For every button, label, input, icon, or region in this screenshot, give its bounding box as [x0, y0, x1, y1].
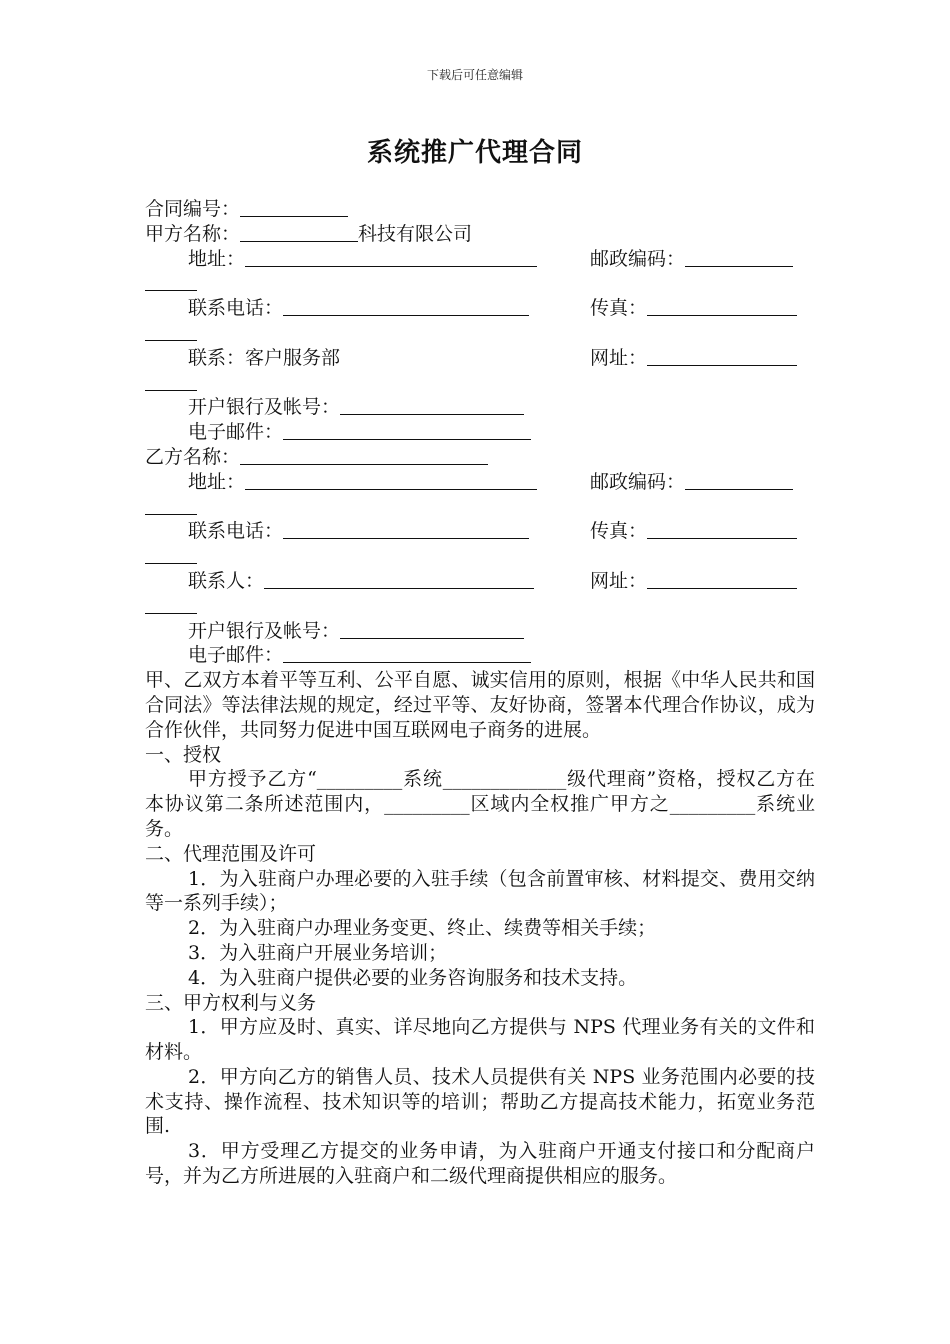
party-b-email-line	[145, 643, 815, 668]
section-1-title: 一、授权	[145, 743, 222, 766]
party-b-phone-line	[145, 519, 815, 544]
party-a-bank-line	[145, 395, 815, 420]
section-3-item: 3．甲方受理乙方提交的业务申请，为入驻商户开通支付接口和分配商户号，并为乙方所进展的入驻商户和二级代理商提供相应的服务。	[145, 1140, 815, 1188]
party-a-name-blank[interactable]	[240, 223, 358, 242]
party-a-fax-blank-cont[interactable]	[145, 322, 197, 341]
party-b-website-blank-cont[interactable]	[145, 595, 197, 614]
party-a-name-label: 甲方名称：	[145, 222, 241, 245]
party-a-fax-field	[590, 296, 797, 321]
party-a-email-line	[145, 420, 815, 445]
party-b-fax-cont	[145, 544, 815, 569]
party-a-contact-label: 联系：	[188, 346, 246, 369]
party-b-name-blank[interactable]	[240, 446, 488, 465]
party-b-postcode-cont	[145, 495, 815, 520]
section-3-item: 2．甲方向乙方的销售人员、技术人员提供有关 NPS 业务范围内必要的技术支持、操作流程、技术知识等的培训；帮助乙方提高技术能力，拓宽业务范围.	[145, 1065, 815, 1138]
party-a-email-label: 电子邮件：	[188, 421, 284, 444]
party-b-name-line	[145, 445, 815, 470]
party-a-phone-blank[interactable]	[283, 297, 529, 316]
party-a-website-cont	[145, 371, 815, 396]
party-b-email-label: 电子邮件：	[188, 644, 284, 667]
party-b-website-label: 网址：	[590, 569, 648, 592]
section-2-item: 3．为入驻商户开展业务培训；	[188, 941, 448, 964]
party-b-email-blank[interactable]	[283, 644, 531, 663]
party-a-postcode-field	[590, 247, 793, 272]
party-b-fax-blank[interactable]	[647, 520, 797, 539]
intro-paragraph: 甲、乙双方本着平等互利、公平自愿、诚实信用的原则，根据《中华人民共和国合同法》等法律法规的规定，经过平等、友好协商，签署本代理合作协议，成为合作伙伴，共同努力促进中国互联网电子商务的进展。	[145, 669, 815, 741]
party-a-postcode-cont	[145, 271, 815, 296]
section-3-title: 三、甲方权利与义务	[145, 991, 317, 1014]
party-b-phone-label: 联系电话：	[188, 520, 284, 543]
party-b-bank-line	[145, 619, 815, 644]
party-a-name-line	[145, 222, 815, 247]
party-b-fax-blank-cont[interactable]	[145, 545, 197, 564]
party-b-website-field	[590, 569, 797, 594]
party-b-fax-label: 传真：	[590, 520, 648, 543]
contract-no-label: 合同编号：	[145, 198, 241, 220]
party-b-postcode-blank[interactable]	[685, 471, 793, 490]
party-b-website-blank[interactable]	[647, 570, 797, 589]
party-b-phone-blank[interactable]	[283, 520, 529, 539]
contract-body	[145, 197, 815, 1189]
party-b-bank-blank[interactable]	[340, 620, 524, 639]
party-a-postcode-blank-cont[interactable]	[145, 272, 197, 291]
party-b-address-blank[interactable]	[245, 471, 537, 490]
header-note: 下载后可任意编辑	[426, 68, 523, 82]
party-a-website-blank[interactable]	[647, 347, 797, 366]
section-2-item: 1．为入驻商户办理必要的入驻手续（包含前置审核、材料提交、费用交纳等一系列手续）；	[145, 867, 815, 915]
party-a-address-blank[interactable]	[245, 248, 537, 267]
contract-no-blank[interactable]	[240, 198, 348, 217]
party-a-bank-label: 开户银行及帐号：	[188, 396, 341, 419]
party-a-bank-blank[interactable]	[340, 396, 524, 415]
party-b-postcode-blank-cont[interactable]	[145, 496, 197, 515]
party-a-website-field	[590, 346, 797, 371]
party-a-phone-line	[145, 296, 815, 321]
document-title: 系统推广代理合同	[366, 138, 583, 168]
party-b-fax-field	[590, 519, 797, 544]
party-a-fax-cont	[145, 321, 815, 346]
party-b-bank-label: 开户银行及帐号：	[188, 619, 341, 642]
section-2-title: 二、代理范围及许可	[145, 842, 317, 865]
party-b-website-cont	[145, 594, 815, 619]
party-a-postcode-label: 邮政编码：	[590, 247, 686, 270]
section-1-paragraph: 甲方授予乙方“_________系统_____________级代理商”资格，授权乙方在本协议第二条所述范围内，_________区域内全权推广甲方之_________系统业务。	[145, 768, 815, 840]
party-a-email-blank[interactable]	[283, 421, 531, 440]
party-a-website-label: 网址：	[590, 346, 648, 369]
section-2-item: 2．为入驻商户办理业务变更、终止、续费等相关手续；	[188, 917, 657, 940]
party-a-address-line	[145, 247, 815, 272]
party-b-address-line	[145, 470, 815, 495]
party-b-address-label: 地址：	[188, 470, 246, 493]
party-b-name-label: 乙方名称：	[145, 445, 241, 468]
party-b-postcode-field	[590, 470, 793, 495]
party-a-fax-blank[interactable]	[647, 297, 797, 316]
party-a-phone-label: 联系电话：	[188, 297, 284, 320]
section-2-item: 4．为入驻商户提供必要的业务咨询服务和技术支持。	[188, 966, 638, 989]
party-b-contact-blank[interactable]	[264, 570, 534, 589]
party-a-website-blank-cont[interactable]	[145, 372, 197, 391]
party-b-contact-line	[145, 569, 815, 594]
party-a-postcode-blank[interactable]	[685, 248, 793, 267]
party-a-contact-line	[145, 346, 815, 371]
party-b-contact-label: 联系人：	[188, 569, 265, 592]
party-a-name-suffix: 科技有限公司	[358, 222, 473, 245]
contract-no-line	[145, 197, 815, 222]
party-b-postcode-label: 邮政编码：	[590, 470, 686, 493]
section-3-item: 1．甲方应及时、真实、详尽地向乙方提供与 NPS 代理业务有关的文件和材料。	[145, 1016, 815, 1064]
party-a-address-label: 地址：	[188, 247, 246, 270]
party-a-contact-value: 客户服务部	[245, 346, 341, 369]
party-a-fax-label: 传真：	[590, 297, 648, 320]
